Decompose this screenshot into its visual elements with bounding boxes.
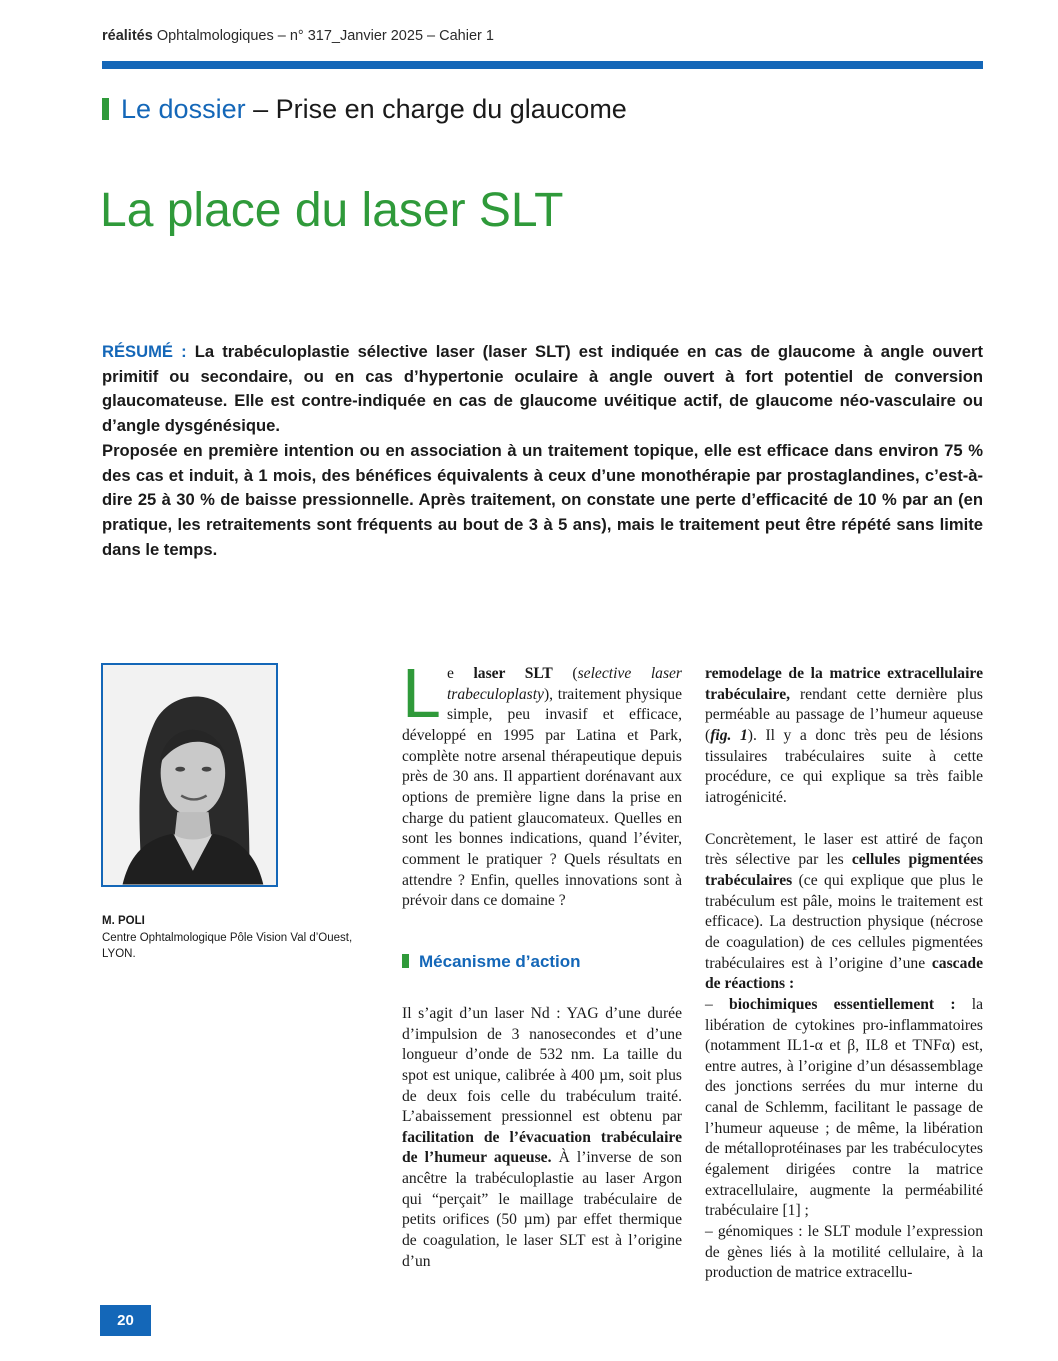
section-heading-mecanisme: Mécanisme d’action [402, 951, 682, 973]
author-name: M. POLI [102, 915, 145, 927]
abstract-paragraph-1 [102, 340, 983, 439]
author-photo [101, 663, 278, 887]
genomic-item: – génomiques : le SLT module l’expression de gènes liés à la motilité cellulaire, à la production de matrice extracellu- [705, 1223, 983, 1282]
dossier-marker [102, 98, 109, 120]
abstract-paragraph-2: Proposée en première intention ou en association à un traitement topique, elle est efficace dans environ 75 % des cas et induit, à 1 mois, des bénéfices équivalents à ceux d’une monothérapie par prostaglandines, c’est-à-dire 25 à 30 % de baisse pressionnelle. Après traitement, on constate une perte d’efficacité de 10 % par an (en pratique, les retraitements sont fréquents au bout de 3 à 5 ans), mais le traitement peut être répété sans limite dans le temps. [102, 440, 983, 559]
header-rule [102, 61, 983, 69]
body-column-1 [402, 654, 683, 1272]
abstract-label: RÉSUMÉ : [102, 342, 187, 361]
page-number: 20 [100, 1305, 151, 1336]
intro-paragraph: Le laser SLT (selective laser trabeculoplasty), traitement physique simple, peu invasif et efficace, développé en 1995 par Latina et Park, complète notre arsenal thérapeutique depuis près de 30 ans. Il appartient dorénavant aux options de première ligne dans la prise en charge du patient glaucomateux. Quelles en sont les bonnes indications, quand l’éviter, comment le pratiquer ? Quels résultats en attendre ? Enfin, quelles innovations sont à prévoir dans ce domaine ? [402, 654, 683, 910]
author-affiliation: Centre Ophtalmologique Pôle Vision Val d’Ouest, LYON. [102, 931, 353, 960]
figure-reference: fig. 1 [710, 726, 748, 744]
intro-term-expansion: selective laser trabeculoplasty [446, 665, 683, 703]
dossier-heading [102, 92, 627, 126]
biochemical-item: – biochimiques essentiellement : la libération de cytokines pro-inflammatoires (notamment IL1-α et β, IL8 et TNFα) est, entre autres, à l’origine d’un désassemblage des jonctions serrées du mur interne du canal de Schlemm, facilitant le passage de l’humeur aqueuse ; de même, la libération de métalloprotéinases par les trabéculocytes également dirigées contre la matrice extracellulaire, augmente la perméabilité trabéculaire [1] ; [705, 995, 983, 1220]
author-info [102, 913, 382, 963]
remodeling-paragraph: remodelage de la matrice extracellulaire trabéculaire, rendant cette dernière plus perméable au passage de l’humeur aqueuse (fig. 1). Il y a donc très peu de lésions tissulaires trabéculaires suite à cette procédure, ce qui explique sa très faible iatrogénicité. [705, 665, 984, 806]
drop-cap: L [402, 654, 441, 732]
issue-info: Ophtalmologiques – n° 317_Janvier 2025 – Cahier 1 [156, 28, 494, 44]
dossier-subject: – Prise en charge du glaucome [253, 94, 627, 124]
journal-brand: réalités [102, 28, 153, 44]
article-title: La place du laser SLT [100, 184, 564, 237]
intro-term: laser SLT [473, 665, 553, 682]
mechanism-paragraph: Il s’agit d’un laser Nd : YAG d’une durée d’impulsion de 3 nanosecondes et d’une longueur d’onde de 532 nm. La taille du spot est unique, calibrée à 400 µm, soit plus de deux fois celle du trabéculum traité. L’abaissement pressionnel est obtenu par facilitation de l’évacuation trabéculaire de l’humeur aqueuse. À l’inverse de son ancêtre la trabéculoplastie au laser Argon qui “perçait” le maillage trabéculaire de petits orifices (50 µm) par effet thermique de coagulation, le laser SLT est à l’origine d’un [402, 1004, 683, 1270]
concretement-paragraph: Concrètement, le laser est attiré de façon très sélective par les cellules pigmentées trabéculaires (ce qui explique que plus le trabéculum est pâle, moins le traitement est efficace). La destruction physique (nécrose de coagulation) de ces cellules pigmentées trabéculaires est à l’origine d’une cascade de réactions : [705, 830, 984, 993]
running-header [102, 28, 494, 44]
abstract-text-1: La trabéculoplastie sélective laser (laser SLT) est indiquée en cas de glaucome à angle ouvert primitif ou secondaire, ou en cas d’hypertonie oculaire à angle ouvert à fort potentiel de conversion glaucomateuse. Elle est contre-indiquée en cas de glaucome uvéitique actif, de glaucome néo-vasculaire ou d’angle dysgénésique. [102, 342, 983, 436]
section-marker [402, 954, 409, 968]
abstract [102, 340, 983, 562]
dossier-kicker: Le dossier [121, 94, 246, 124]
body-column-2 [705, 664, 983, 1284]
